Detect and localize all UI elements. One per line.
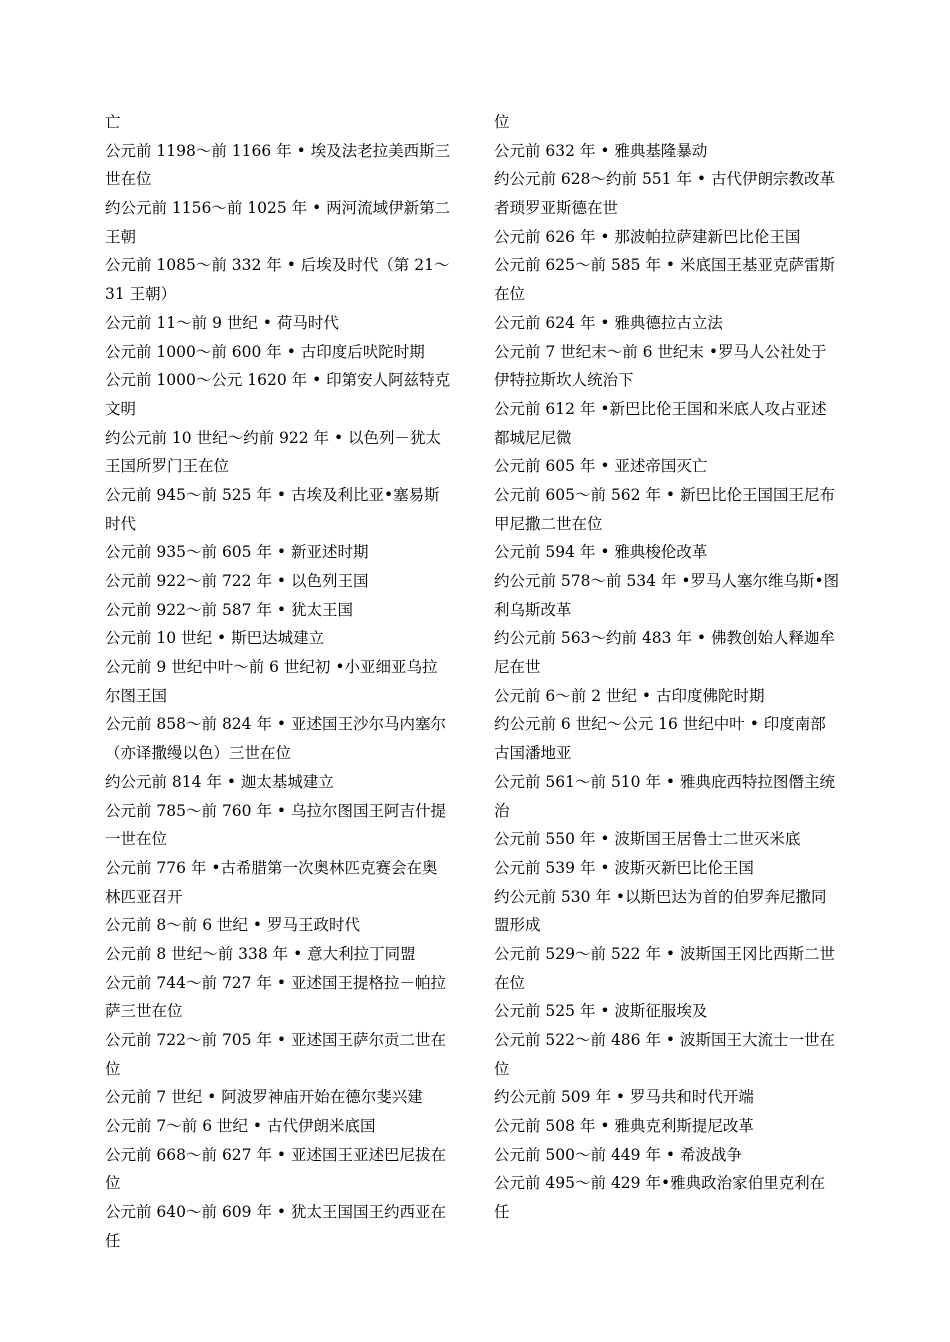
text-line: 公元前 495～前 429 年•雅典政治家伯里克利在 (494, 1174, 826, 1193)
text-line: 时代 (105, 514, 137, 533)
text-line: （亦译撒缦以色）三世在位 (105, 744, 292, 763)
text-line: 约公元前 530 年 •以斯巴达为首的伯罗奔尼撒同 (494, 887, 827, 906)
text-line: 甲尼撒二世在位 (494, 514, 603, 533)
text-line: 公元前 722～前 705 年 • 亚述国王萨尔贡二世在 (105, 1031, 446, 1049)
text-line: 尼在世 (494, 658, 541, 677)
text-line: 公元前 605～前 562 年 • 新巴比伦王国国王尼布 (494, 485, 835, 504)
text-line: 公元前 500～前 449 年 • 希波战争 (494, 1145, 742, 1164)
text-line: 王国所罗门王在位 (105, 457, 230, 476)
text-line: 位 (494, 1059, 510, 1078)
text-line: 公元前 6～前 2 世纪 • 古印度佛陀时期 (494, 686, 765, 705)
text-line: 萨三世在位 (105, 1002, 183, 1021)
text-line: 公元前 508 年 • 雅典克利斯提尼改革 (494, 1117, 754, 1136)
text-line: 盟形成 (494, 916, 541, 935)
text-line: 世在位 (105, 170, 152, 189)
text-line: 公元前 632 年 • 雅典基隆暴动 (494, 141, 708, 160)
text-line: 公元前 922～前 722 年 • 以色列王国 (105, 572, 369, 590)
text-line: 公元前 858～前 824 年 • 亚述国王沙尔马内塞尔 (105, 715, 446, 734)
text-line: 亡 (105, 113, 121, 131)
text-line: 治 (494, 801, 510, 820)
text-line: 公元前 529～前 522 年 • 波斯国王冈比西斯二世 (494, 944, 835, 963)
text-line: 位 (494, 113, 510, 131)
text-line: 公元前 612 年 •新巴比伦王国和米底人攻占亚述 (494, 399, 827, 418)
text-line: 公元前 7～前 6 世纪 • 古代伊朗米底国 (105, 1117, 376, 1136)
text-line: 在位 (494, 973, 526, 992)
text-line: 公元前 550 年 • 波斯国王居鲁士二世灭米底 (494, 830, 801, 849)
text-line: 约公元前 10 世纪～约前 922 年 • 以色列－犹太 (105, 428, 442, 447)
text-line: 公元前 640～前 609 年 • 犹太王国国王约西亚在 (105, 1203, 446, 1222)
text-line: 约公元前 814 年 • 迦太基城建立 (105, 772, 334, 791)
text-line: 公元前 785～前 760 年 • 乌拉尔图国王阿吉什提 (105, 801, 446, 820)
text-line: 公元前 776 年 •古希腊第一次奥林匹克赛会在奥 (105, 858, 438, 877)
text-line: 公元前 1000～前 600 年 • 古印度后吠陀时期 (105, 342, 425, 361)
text-line: 古国潘地亚 (494, 744, 572, 763)
text-line: 尔图王国 (105, 686, 168, 705)
text-line: 位 (105, 1174, 121, 1193)
text-line: 公元前 625～前 585 年 • 米底国王基亚克萨雷斯 (494, 256, 835, 275)
text-line: 公元前 7 世纪末～前 6 世纪末 •罗马人公社处于 (494, 342, 827, 361)
text-line: 公元前 8 世纪～前 338 年 • 意大利拉丁同盟 (105, 944, 416, 963)
text-line: 约公元前 563～约前 483 年 • 佛教创始人释迦牟 (494, 629, 835, 648)
text-line: 都城尼尼微 (494, 428, 572, 447)
text-line: 林匹亚召开 (105, 887, 183, 906)
text-line: 公元前 922～前 587 年 • 犹太王国 (105, 600, 353, 619)
text-line: 王朝 (105, 227, 137, 246)
text-line: 约公元前 1156～前 1025 年 • 两河流域伊新第二 (105, 199, 451, 218)
right-column (494, 108, 856, 1227)
text-line: 一世在位 (105, 830, 168, 849)
text-line: 公元前 935～前 605 年 • 新亚述时期 (105, 543, 369, 562)
text-line: 约公元前 628～约前 551 年 • 古代伊朗宗教改革 (494, 170, 835, 189)
text-line: 公元前 522～前 486 年 • 波斯国王大流士一世在 (494, 1031, 835, 1049)
text-line: 公元前 626 年 • 那波帕拉萨建新巴比伦王国 (494, 227, 801, 246)
text-line: 公元前 945～前 525 年 • 古埃及利比亚•塞易斯 (105, 485, 440, 504)
text-line: 在位 (494, 285, 526, 304)
text-line: 位 (105, 1059, 121, 1078)
text-line: 公元前 525 年 • 波斯征服埃及 (494, 1002, 708, 1021)
text-line: 31 王朝） (105, 285, 177, 304)
text-line: 公元前 668～前 627 年 • 亚述国王亚述巴尼拔在 (105, 1145, 446, 1164)
text-line: 公元前 594 年 • 雅典梭伦改革 (494, 543, 708, 562)
left-column (105, 108, 467, 1256)
text-line: 公元前 744～前 727 年 • 亚述国王提格拉－帕拉 (105, 973, 446, 992)
text-line: 任 (494, 1203, 510, 1222)
text-line: 伊特拉斯坎人统治下 (494, 371, 634, 390)
text-line: 公元前 1000～公元 1620 年 • 印第安人阿兹特克 (105, 371, 451, 390)
text-line: 公元前 539 年 • 波斯灭新巴比伦王国 (494, 858, 754, 877)
text-line: 者琐罗亚斯德在世 (494, 199, 619, 218)
text-line: 任 (105, 1231, 121, 1250)
text-line: 公元前 7 世纪 • 阿波罗神庙开始在德尔斐兴建 (105, 1088, 423, 1107)
text-line: 公元前 561～前 510 年 • 雅典庇西特拉图僭主统 (494, 772, 835, 791)
text-line: 公元前 8～前 6 世纪 • 罗马王政时代 (105, 916, 361, 935)
text-line: 公元前 605 年 • 亚述帝国灭亡 (494, 457, 708, 476)
text-line: 约公元前 578～前 534 年 •罗马人塞尔维乌斯•图 (494, 572, 840, 590)
text-line: 公元前 10 世纪 • 斯巴达城建立 (105, 629, 325, 648)
text-line: 公元前 624 年 • 雅典德拉古立法 (494, 313, 723, 332)
text-line: 公元前 1085～前 332 年 • 后埃及时代（第 21～ (105, 256, 450, 275)
text-line: 公元前 1198～前 1166 年 • 埃及法老拉美西斯三 (105, 141, 451, 160)
text-line: 公元前 9 世纪中叶～前 6 世纪初 •小亚细亚乌拉 (105, 658, 438, 677)
text-line: 利乌斯改革 (494, 600, 572, 619)
text-line: 约公元前 6 世纪～公元 16 世纪中叶 • 印度南部 (494, 715, 826, 734)
text-line: 文明 (105, 399, 137, 418)
text-line: 公元前 11～前 9 世纪 • 荷马时代 (105, 313, 339, 332)
text-line: 约公元前 509 年 • 罗马共和时代开端 (494, 1088, 754, 1107)
